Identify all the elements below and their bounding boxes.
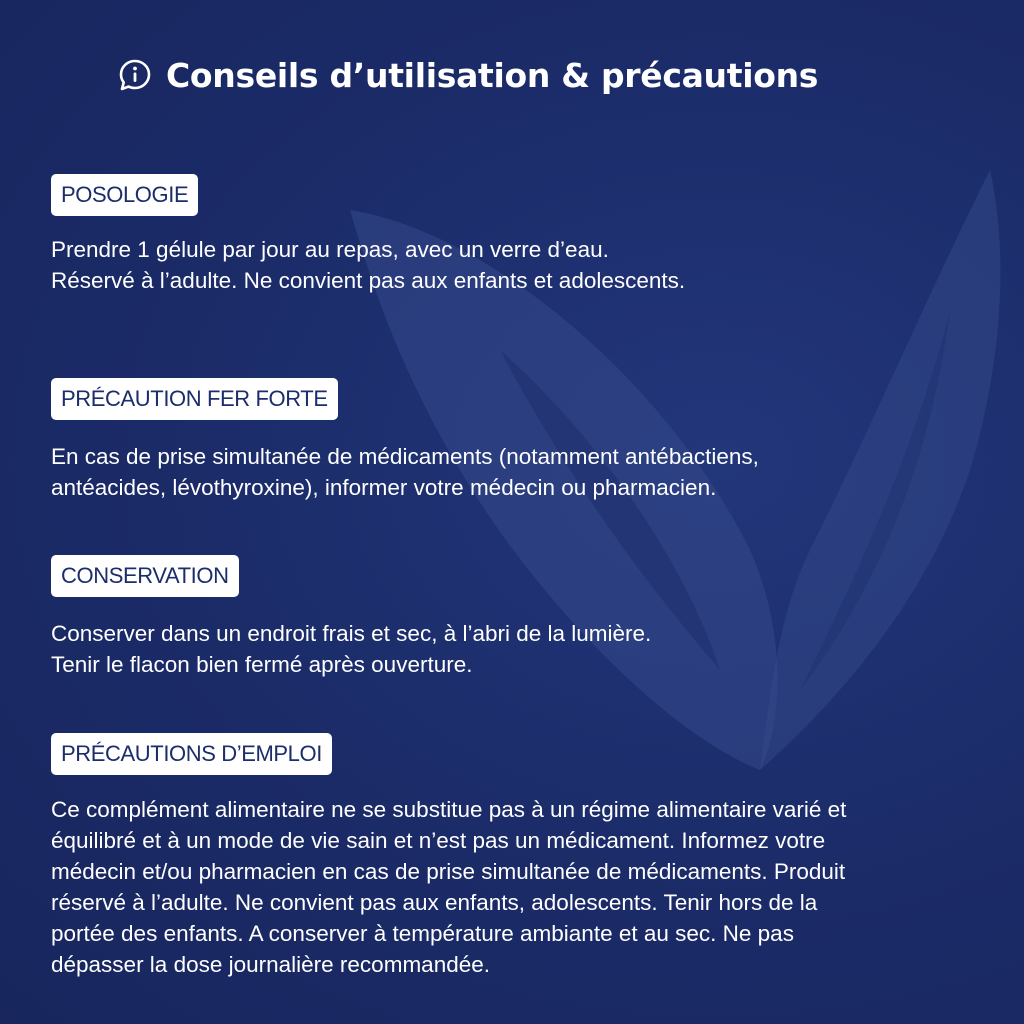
text-line: Tenir le flacon bien fermé après ouverture. — [51, 652, 473, 677]
text-line: médecin et/ou pharmacien en cas de prise simultanée de médicaments. Produit — [51, 859, 846, 884]
header — [118, 52, 818, 98]
text-line: antéacides, lévothyroxine), informer votre médecin ou pharmacien. — [51, 475, 717, 500]
text-line: Réservé à l’adulte. Ne convient pas aux enfants et adolescents. — [51, 268, 686, 293]
paragraph-posologie — [51, 234, 685, 296]
info-chat-icon — [118, 58, 152, 92]
text-line: Ce complément alimentaire ne se substitue pas à un régime alimentaire varié et — [51, 797, 847, 822]
text-line: réservé à l’adulte. Ne convient pas aux enfants, adolescents. Tenir hors de la — [51, 890, 818, 915]
badge-posologie: POSOLOGIE — [51, 174, 198, 216]
text-line: Prendre 1 gélule par jour au repas, avec un verre d’eau. — [51, 237, 609, 262]
text-line: En cas de prise simultanée de médicaments (notamment antébactiens, — [51, 444, 759, 469]
paragraph-precaution-fer-forte — [51, 441, 759, 503]
page-title: Conseils d’utilisation & précautions — [166, 55, 819, 95]
badge-conservation: CONSERVATION — [51, 555, 239, 597]
text-line: équilibré et à un mode de vie sain et n’est pas un médicament. Informez votre — [51, 828, 826, 853]
text-line: dépasser la dose journalière recommandée. — [51, 952, 491, 977]
badge-precaution-fer-forte: PRÉCAUTION FER FORTE — [51, 378, 338, 420]
text-line: Conserver dans un endroit frais et sec, à l’abri de la lumière. — [51, 621, 652, 646]
text-line: portée des enfants. A conserver à température ambiante et au sec. Ne pas — [51, 921, 794, 946]
paragraph-conservation — [51, 618, 651, 680]
paragraph-precautions-emploi — [51, 794, 846, 980]
badge-precautions-emploi: PRÉCAUTIONS D’EMPLOI — [51, 733, 332, 775]
